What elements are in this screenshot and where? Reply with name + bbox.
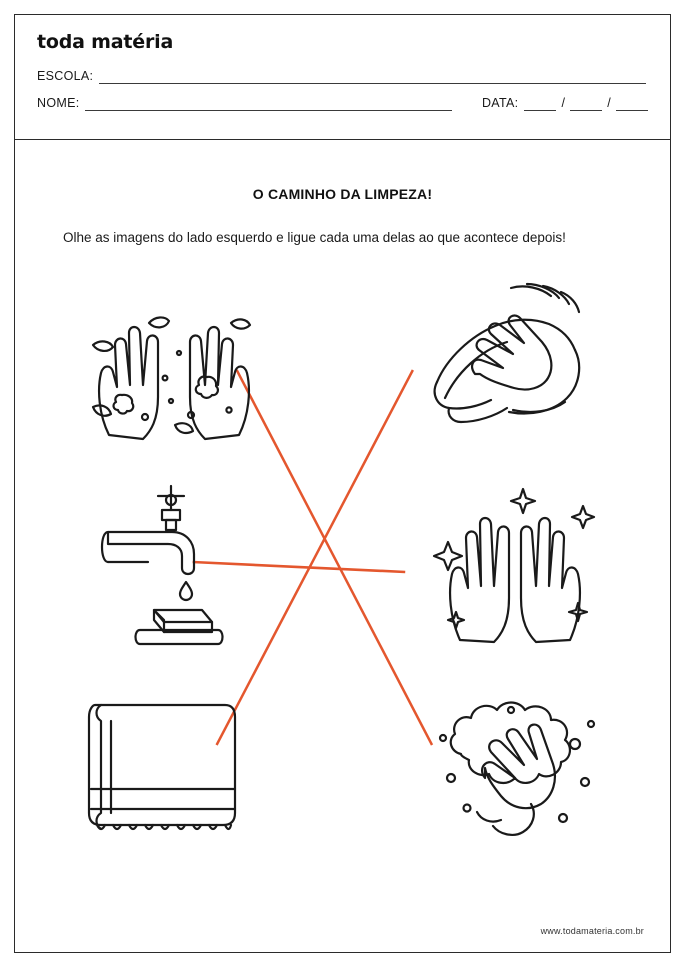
date-month-input[interactable]: [570, 99, 602, 111]
name-input-line[interactable]: [85, 99, 451, 111]
page-header: [15, 15, 670, 140]
date-separator-1: /: [561, 96, 566, 110]
footer-url[interactable]: www.todamateria.com.br: [540, 926, 644, 936]
right-item-drying-hands[interactable]: [400, 275, 630, 465]
right-item-clean-hands[interactable]: [400, 475, 630, 665]
matching-activity: [49, 275, 636, 875]
school-input-line[interactable]: [99, 72, 646, 84]
page-frame: [14, 14, 671, 953]
brand-logo: toda matéria: [37, 31, 174, 53]
left-item-dirty-hands[interactable]: [59, 275, 289, 465]
date-label: DATA:: [481, 96, 519, 110]
date-separator-2: /: [607, 96, 611, 110]
clean-hands-sparkle-icon: [420, 482, 610, 657]
school-field-row: [37, 69, 648, 84]
soapy-hands-icon: [415, 682, 615, 857]
page-title: O CAMINHO DA LIMPEZA!: [252, 186, 433, 202]
drying-hands-towel-icon: [415, 282, 615, 457]
date-day-input[interactable]: [524, 99, 556, 111]
page-content: [15, 140, 670, 952]
instructions-text: Olhe as imagens do lado esquerdo e ligue cada uma delas ao que acontece depois!: [63, 230, 566, 245]
left-item-faucet-soap[interactable]: [59, 475, 289, 665]
dirty-hands-icon: [79, 285, 269, 455]
right-column: [400, 275, 630, 875]
date-field-group: [482, 96, 648, 111]
name-label: NOME:: [37, 96, 80, 110]
right-item-soapy-hands[interactable]: [400, 675, 630, 865]
date-year-input[interactable]: [616, 99, 648, 111]
left-column: [59, 275, 289, 875]
name-date-field-row: [37, 96, 648, 111]
school-label: ESCOLA:: [37, 69, 94, 83]
towel-icon: [79, 685, 269, 855]
left-item-towel[interactable]: [59, 675, 289, 865]
faucet-soap-icon: [84, 482, 264, 657]
